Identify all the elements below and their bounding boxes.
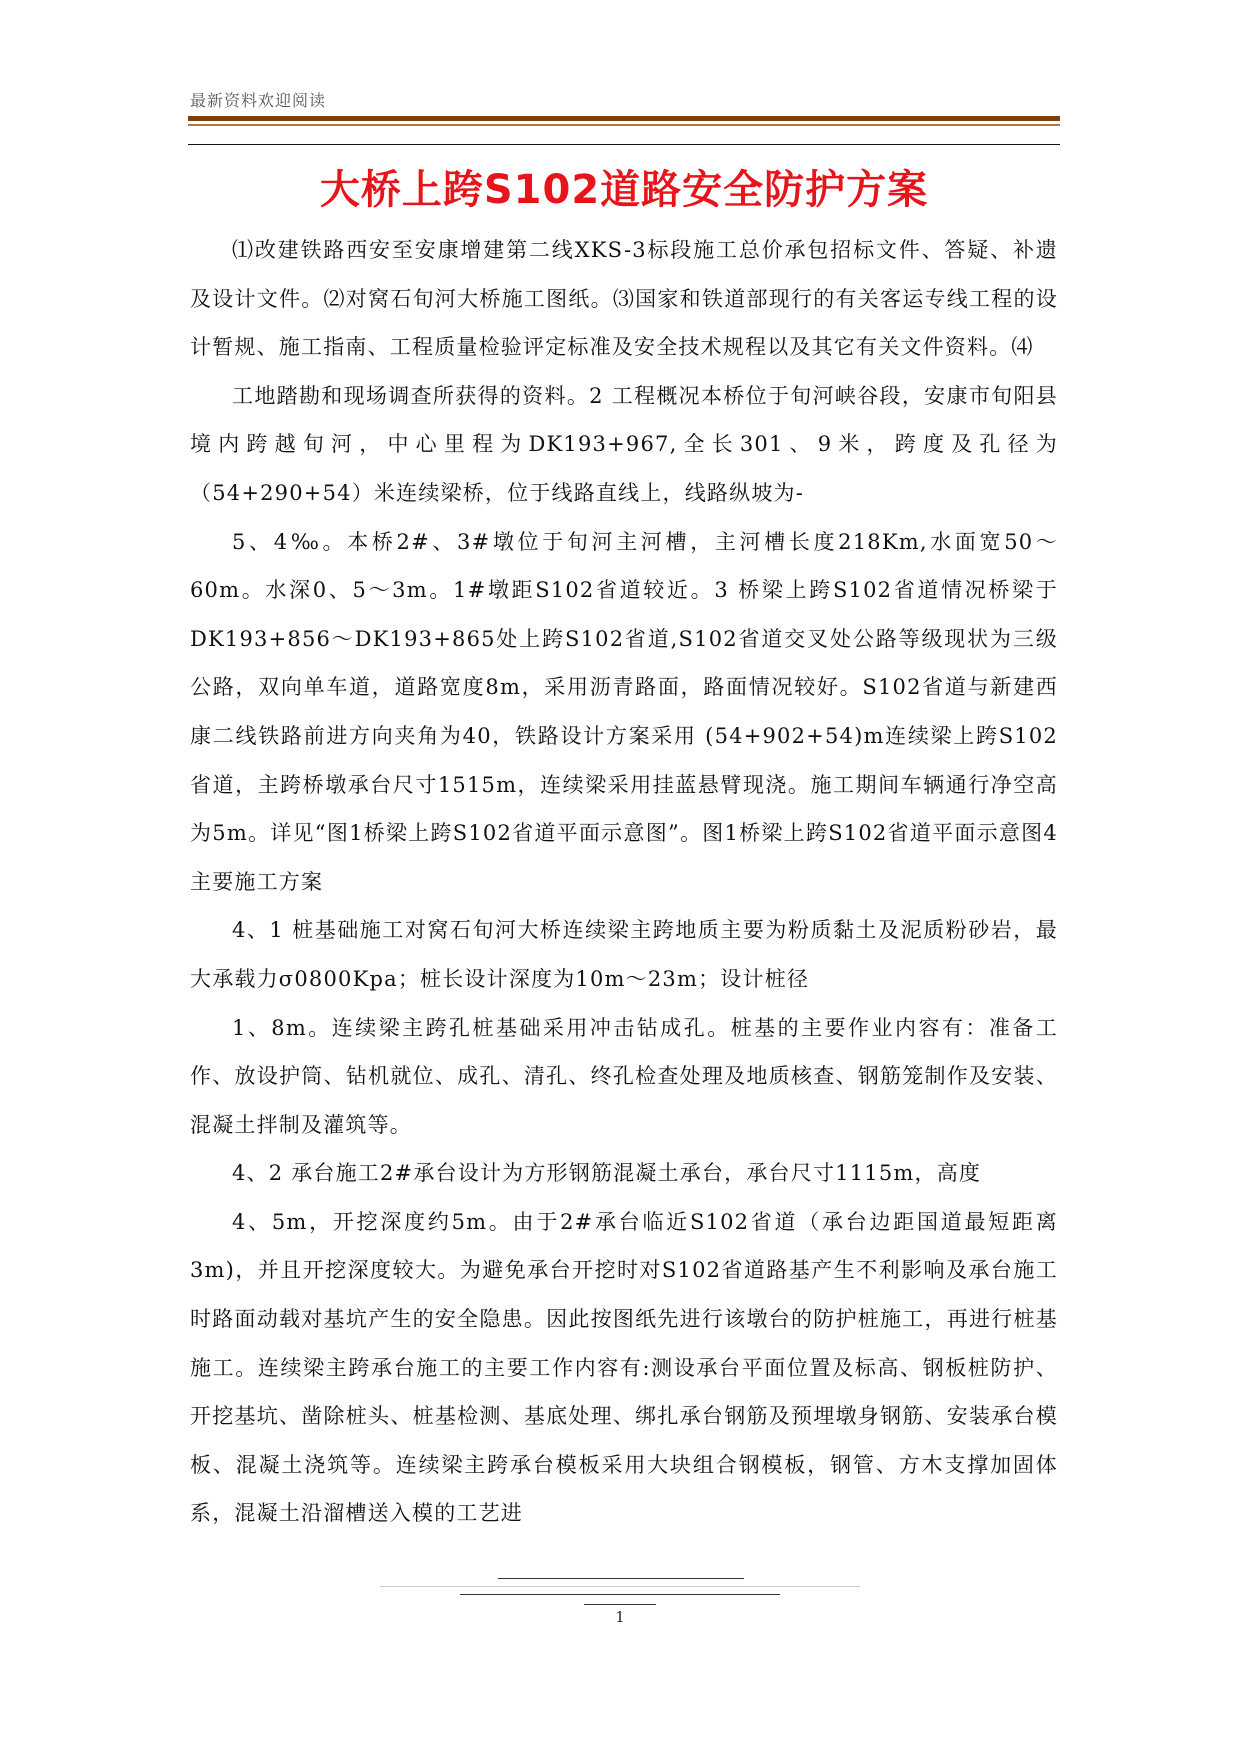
document-title: 大桥上跨S102道路安全防护方案 [319, 167, 929, 213]
paragraph-1: ⑴改建铁路西安至安康增建第二线XKS-3标段施工总价承包招标文件、答疑、补遗及设计文件。⑵对窝石旬河大桥施工图纸。⑶国家和铁道部现行的有关客运专线工程的设计暂规、施工指南、工程质量检验评定标准及安全技术规程以及其它有关文件资料。⑷ [190, 238, 1058, 360]
paragraph-5: 1、8m。连续梁主跨孔桩基础采用冲击钻成孔。桩基的主要作业内容有：准备工作、放设护筒、钻机就位、成孔、清孔、终孔检查处理及地质核查、钢筋笼制作及安装、混凝土拌制及灌筑等。 [190, 1015, 1058, 1137]
header-underline [188, 144, 1060, 145]
header-rule-thin [188, 124, 1060, 126]
document-body [190, 226, 1058, 1538]
paragraph-4: 4、1 桩基础施工对窝石旬河大桥连续梁主跨地质主要为粉质黏土及泥质粉砂岩，最大承载力σ0800Kpa；桩长设计深度为10m～23m；设计桩径 [190, 918, 1058, 991]
footer-rule-page [584, 1604, 656, 1605]
paragraph-6: 4、2 承台施工2#承台设计为方形钢筋混凝土承台，承台尺寸1115m，高度 [232, 1161, 982, 1186]
footer-rule-faint [380, 1586, 860, 1587]
paragraph-3: 5、4‰。本桥2#、3#墩位于旬河主河槽，主河槽长度218Km,水面宽50～60m。水深0、5～3m。1#墩距S102省道较近。3 桥梁上跨S102省道情况桥梁于DK193+856～DK193+865处上跨S102省道,S102省道交叉处公路等级现状为三级公路，双向单车道，道路宽度8m，采用沥青路面，路面情况较好。S102省道与新建西康二线铁路前进方向夹角为40，铁路设计方案采用 (54+902+54)m连续梁上跨S102省道，主跨桥墩承台尺寸1515m，连续梁采用挂蓝悬臂现浇。施工期间车辆通行净空高为5m。详见“图1桥梁上跨S102省道平面示意图”。图1桥梁上跨S102省道平面示意图4 主要施工方案 [190, 529, 1058, 894]
footer-rule-mid [460, 1594, 780, 1595]
paragraph-7: 4、5m，开挖深度约5m。由于2#承台临近S102省道（承台边距国道最短距离3m)，并且开挖深度较大。为避免承台开挖时对S102省道路基产生不利影响及承台施工时路面动载对基坑产生的安全隐患。因此按图纸先进行该墩台的防护桩施工，再进行桩基施工。连续梁主跨承台施工的主要工作内容有:测设承台平面位置及标高、钢板桩防护、开挖基坑、凿除桩头、桩基检测、基底处理、绑扎承台钢筋及预埋墩身钢筋、安装承台模板、混凝土浇筑等。连续梁主跨承台模板采用大块组合钢模板，钢管、方木支撑加固体系，混凝土沿溜槽送入模的工艺进 [190, 1209, 1058, 1526]
paragraph-2: 工地踏勘和现场调查所获得的资料。2 工程概况本桥位于旬河峡谷段，安康市旬阳县境内跨越旬河，中心里程为DK193+967,全长301、9米，跨度及孔径为（54+290+54）米连续梁桥，位于线路直线上，线路纵坡为- [190, 383, 1058, 505]
header-rule-thick [188, 116, 1060, 121]
footer-rule-short [498, 1578, 744, 1579]
page-header-text: 最新资料欢迎阅读 [190, 91, 327, 110]
page-number: 1 [615, 1608, 625, 1626]
